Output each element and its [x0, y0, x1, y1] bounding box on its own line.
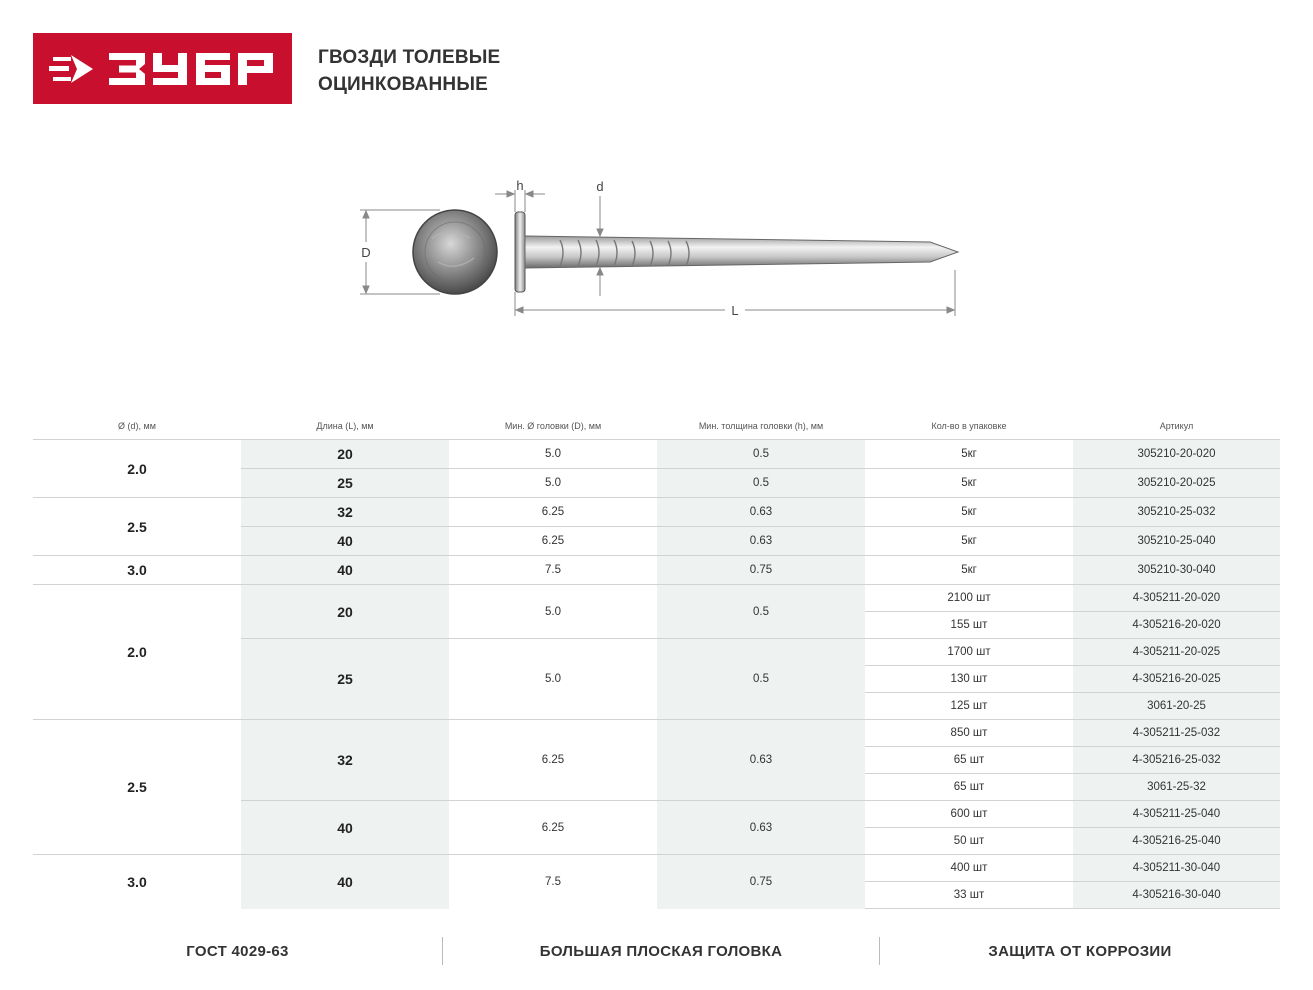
header-diameter: Ø (d), мм — [118, 420, 156, 431]
header-head-thickness: Мин. толщина головки (h), мм — [698, 420, 824, 431]
cell-head-diameter: 6.25 — [449, 527, 657, 556]
label-d: d — [596, 179, 604, 194]
cell-pack-quantity: 600 шт — [865, 801, 1073, 828]
table-row — [33, 720, 1280, 747]
label-h: h — [516, 178, 524, 193]
header-length: Длина (L), мм — [316, 420, 374, 431]
cell-article: 4-305216-30-040 — [1073, 882, 1280, 909]
cell-head-thickness: 0.5 — [657, 440, 865, 469]
cell-pack-quantity: 125 шт — [865, 693, 1073, 720]
cell-article: 305210-30-040 — [1073, 556, 1280, 585]
cell-head-diameter: 5.0 — [449, 469, 657, 498]
cell-article: 305210-25-040 — [1073, 527, 1280, 556]
cell-head-thickness: 0.75 — [657, 855, 865, 909]
cell-article: 4-305211-20-020 — [1073, 585, 1280, 612]
table-row — [33, 556, 1280, 585]
cell-pack-quantity: 5кг — [865, 469, 1073, 498]
cell-diameter: 3.0 — [33, 556, 241, 585]
cell-head-thickness: 0.5 — [657, 585, 865, 639]
cell-length: 20 — [241, 585, 449, 639]
footer-corrosion: ЗАЩИТА ОТ КОРРОЗИИ — [988, 942, 1172, 960]
cell-head-thickness: 0.63 — [657, 498, 865, 527]
cell-article: 3061-25-32 — [1073, 774, 1280, 801]
cell-head-diameter: 6.25 — [449, 498, 657, 527]
cell-head-diameter: 5.0 — [449, 440, 657, 469]
nail-head-front — [413, 210, 497, 294]
table-row — [33, 498, 1280, 527]
table-row — [33, 440, 1280, 469]
table-header-row — [33, 412, 1280, 440]
cell-head-thickness: 0.63 — [657, 527, 865, 556]
cell-article: 4-305211-25-040 — [1073, 801, 1280, 828]
cell-length: 40 — [241, 527, 449, 556]
header-article: Артикул — [1159, 420, 1194, 431]
cell-pack-quantity: 2100 шт — [865, 585, 1073, 612]
cell-article: 3061-20-25 — [1073, 693, 1280, 720]
cell-pack-quantity: 155 шт — [865, 612, 1073, 639]
cell-length: 25 — [241, 639, 449, 720]
cell-head-diameter: 5.0 — [449, 639, 657, 720]
cell-article: 4-305211-20-025 — [1073, 639, 1280, 666]
cell-head-diameter: 6.25 — [449, 720, 657, 801]
cell-pack-quantity: 850 шт — [865, 720, 1073, 747]
cell-pack-quantity: 130 шт — [865, 666, 1073, 693]
cell-article: 305210-20-020 — [1073, 440, 1280, 469]
cell-head-diameter: 7.5 — [449, 855, 657, 909]
cell-length: 40 — [241, 556, 449, 585]
cell-article: 4-305216-20-025 — [1073, 666, 1280, 693]
cell-head-diameter: 5.0 — [449, 585, 657, 639]
footer-head-type: БОЛЬШАЯ ПЛОСКАЯ ГОЛОВКА — [539, 942, 783, 960]
cell-article: 305210-20-025 — [1073, 469, 1280, 498]
cell-diameter: 2.0 — [33, 440, 241, 498]
cell-head-thickness: 0.75 — [657, 556, 865, 585]
cell-length: 32 — [241, 498, 449, 527]
cell-head-thickness: 0.63 — [657, 801, 865, 855]
cell-pack-quantity: 33 шт — [865, 882, 1073, 909]
logo-wordmark — [109, 53, 273, 85]
cell-pack-quantity: 65 шт — [865, 747, 1073, 774]
header-head-diameter: Мин. Ø головки (D), мм — [504, 420, 602, 431]
cell-pack-quantity: 5кг — [865, 556, 1073, 585]
product-title-line1: ГВОЗДИ ТОЛЕВЫЕ — [318, 47, 501, 68]
cell-pack-quantity: 5кг — [865, 527, 1073, 556]
label-D: D — [361, 245, 371, 260]
dimension-h — [495, 190, 545, 212]
table-row — [33, 855, 1280, 882]
table-row — [33, 585, 1280, 612]
cell-pack-quantity: 400 шт — [865, 855, 1073, 882]
header-pack-quantity: Кол-во в упаковке — [931, 420, 1007, 431]
cell-length: 40 — [241, 855, 449, 909]
cell-article: 4-305211-25-032 — [1073, 720, 1280, 747]
logo-emblem-icon — [49, 55, 93, 83]
cell-head-diameter: 7.5 — [449, 556, 657, 585]
cell-article: 4-305216-25-040 — [1073, 828, 1280, 855]
cell-head-diameter: 6.25 — [449, 801, 657, 855]
brand-logo — [33, 33, 292, 104]
product-title — [318, 44, 500, 98]
cell-head-thickness: 0.5 — [657, 469, 865, 498]
cell-diameter: 2.5 — [33, 498, 241, 556]
cell-article: 305210-25-032 — [1073, 498, 1280, 527]
cell-pack-quantity: 1700 шт — [865, 639, 1073, 666]
cell-length: 40 — [241, 801, 449, 855]
product-title-line2: ОЦИНКОВАННЫЕ — [318, 74, 489, 95]
cell-diameter: 2.0 — [33, 585, 241, 720]
cell-pack-quantity: 65 шт — [865, 774, 1073, 801]
nail-side-view — [515, 212, 958, 292]
footer-standard: ГОСТ 4029-63 — [186, 942, 289, 960]
nail-diagram — [350, 170, 970, 330]
spec-table — [33, 412, 1280, 909]
cell-article: 4-305216-20-020 — [1073, 612, 1280, 639]
cell-article: 4-305211-30-040 — [1073, 855, 1280, 882]
cell-head-thickness: 0.63 — [657, 720, 865, 801]
cell-length: 20 — [241, 440, 449, 469]
cell-length: 32 — [241, 720, 449, 801]
cell-head-thickness: 0.5 — [657, 639, 865, 720]
cell-length: 25 — [241, 469, 449, 498]
feature-footer — [33, 936, 1280, 966]
cell-pack-quantity: 5кг — [865, 440, 1073, 469]
cell-pack-quantity: 5кг — [865, 498, 1073, 527]
label-L: L — [731, 303, 739, 318]
cell-article: 4-305216-25-032 — [1073, 747, 1280, 774]
cell-diameter: 2.5 — [33, 720, 241, 855]
cell-pack-quantity: 50 шт — [865, 828, 1073, 855]
cell-diameter: 3.0 — [33, 855, 241, 909]
